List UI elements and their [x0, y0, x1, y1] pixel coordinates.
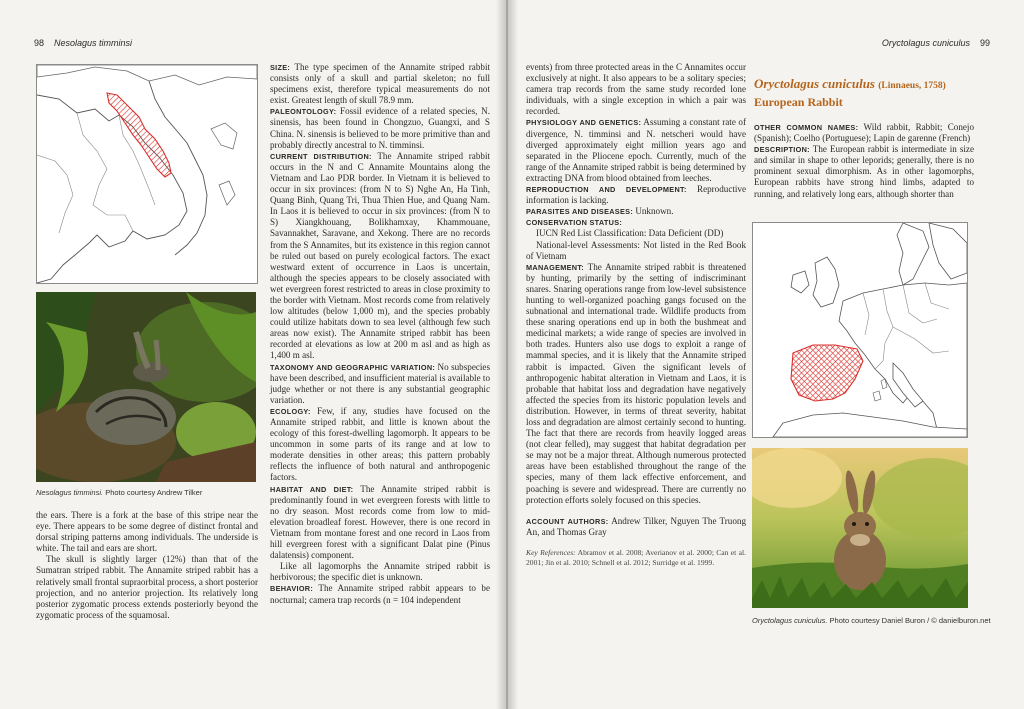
- account-authors: ACCOUNT AUTHORS: Andrew Tilker, Nguyen The Truong An, and Thomas Gray: [526, 515, 746, 537]
- species-header: [754, 76, 988, 110]
- species-intro-text: [754, 122, 974, 200]
- right-caption-species: Oryctolagus cuniculus.: [752, 616, 828, 625]
- right-column-text: [526, 62, 746, 567]
- species-scientific-name: Oryctolagus cuniculus: [754, 76, 875, 91]
- section-paragraph: OTHER COMMON NAMES: Wild rabbit, Rabbit; Conejo (Spanish); Coelho (Portuguese); Lapin de garenne (French): [754, 122, 975, 144]
- section-paragraph: DESCRIPTION: The European rabbit is intermediate in size and similar in shape to other leporids; generally, there is no prominent sexual dimorphism. As in other lagomorphs, European rabbits have strong hind limbs, adapted to running, and relatively long ears, although shorter than: [754, 144, 974, 199]
- section-label: CURRENT DISTRIBUTION:: [270, 151, 372, 161]
- right-running-title: Oryctolagus cuniculus: [881, 38, 970, 48]
- section-paragraph: events) from three protected areas in the C Annamites occur exclusively at night. It also appears to be a solitary species; camera trap records from the same study recorded lone individuals, with a single exception in which a pair was recorded.: [526, 62, 746, 117]
- section-label: PALEONTOLOGY:: [270, 107, 337, 117]
- section-label: REPRODUCTION AND DEVELOPMENT:: [526, 185, 687, 195]
- left-bottom-paragraph-2: The skull is slightly larger (12%) than that of the Sumatran striped rabbit. The Annamite striped rabbit has a relatively small frontal supraorbital process, a short posterior projection, and no anterior projection. Its relatively long posterior zygomatic process extends posteriorly beyond the zygomatic process of the squamosal.: [36, 554, 258, 620]
- section-paragraph: PALEONTOLOGY: Fossil evidence of a related species, N. sinensis, has been found in Chongzuo, Guangxi, and S China. N. sinensis is believed to be more primitive than and probably directly ancestral to N. timminsi.: [270, 106, 490, 150]
- left-running-head: [34, 38, 132, 48]
- section-paragraph: ECOLOGY: Few, if any, studies have focused on the Annamite striped rabbit, and little is known about the ecology of this forest-dwelling lagomorph. It appears to be uncommon in some parts of its range and at low to moderate densities in other areas; this pattern probably reflects the influence of both natural and anthropogenic factors.: [270, 405, 490, 483]
- section-paragraph: SIZE: The type specimen of the Annamite striped rabbit consists only of a skull and partial skeleton; no full specimens exist, therefore typical measurements do not exist. Greatest length of skull 78.9 mm.: [270, 62, 490, 106]
- section-label: PARASITES AND DISEASES:: [526, 207, 634, 217]
- range-map-european-rabbit: [752, 222, 968, 438]
- section-label: OTHER COMMON NAMES:: [754, 123, 859, 132]
- left-bottom-text: [36, 510, 258, 621]
- left-caption-credit: Photo courtesy Andrew Tilker: [105, 488, 203, 497]
- left-running-title: Nesolagus timminsi: [54, 38, 133, 48]
- range-map-annamite: [36, 64, 258, 284]
- left-page-number: 98: [34, 38, 45, 48]
- section-paragraph: BEHAVIOR: The Annamite striped rabbit appears to be nocturnal; camera trap records (n = 104 independent: [270, 583, 490, 605]
- map-svg: [37, 65, 257, 283]
- conservation-line: National-level Assessments: Not listed in the Red Book of Vietnam: [526, 239, 746, 261]
- photo-european-rabbit: [752, 448, 968, 608]
- left-photo-caption: [36, 488, 202, 497]
- key-references: Key References: Abramov et al. 2008; Averianov et al. 2000; Can et al. 2001; Jin et al. 2010; Schnell et al. 2012; Surridge et al. 1999.: [526, 547, 746, 567]
- section-paragraph: HABITAT AND DIET: The Annamite striped rabbit is predominantly found in wet evergreen forests with little to no dry season. Most records come from low to mid-elevation broadleaf forest. However, there is one record in Vietnam from montane forest and one record in Laos from hill evergreen forest with a significant Dalat pine (Pinus dalatensis) component.: [270, 483, 490, 561]
- section-paragraph: CURRENT DISTRIBUTION: The Annamite striped rabbit occurs in the N and C Annamite Mountains along the Vietnam and Lao PDR border. In Vietnam it is believed to occur in six provinces: (from N to S) Nghe An, Ha Tinh, Quang Binh, Quang Tri, Thua Thien Hue, and Quang Nam. In Laos it is believed to occur in six provinces: (from N to S) Xiangkhouang, Bolikhamxay, Khammouane, Savannakhet, Saravane, and Xekong. There are no records from the S Annamites, but its existence in this region cannot be ruled out based on purely ecological factors. The exact westward extent of occurrence in Laos is uncertain, although the species appears to be closely associated with wet evergreen forest restricted to areas in close proximity to the border with Vietnam. Most records come from relatively low altitudes (below 1,000 m), and the species probably could utilize habitats down to sea level (although few such areas now exist). The Annamite striped rabbit has been recorded at elevations as low at 200 m asl and as high as 1,400 m asl.: [270, 150, 490, 361]
- left-caption-species: Nesolagus timminsi.: [36, 488, 104, 497]
- section-paragraph: TAXONOMY AND GEOGRAPHIC VARIATION: No subspecies have been described, and insufficient material is available to judge whether or not there is any substantial geographic variation.: [270, 361, 490, 405]
- section-paragraph: [526, 217, 746, 228]
- section-label: CONSERVATION STATUS:: [526, 218, 623, 228]
- left-page: [0, 0, 506, 709]
- section-paragraph: PARASITES AND DISEASES: Unknown.: [526, 206, 674, 217]
- species-author: (Linnaeus, 1758): [878, 81, 946, 91]
- section-label: HABITAT AND DIET:: [270, 484, 354, 494]
- right-photo-caption: [752, 616, 991, 625]
- left-bottom-paragraph-1: the ears. There is a fork at the base of this stripe near the eye. There appears to be some degree of distinct frontal and dorsal striping patterns among individuals. The underside is white. The tail and ears are short.: [36, 510, 258, 554]
- book-gutter: [496, 0, 518, 709]
- left-column-text: [270, 62, 490, 606]
- section-paragraph: MANAGEMENT: The Annamite striped rabbit is threatened by hunting, primarily by the setting of indiscriminant snares. Snaring operations range from low-level subsistence hunting to well-organized poaching gangs focused on the subnational and international trade. Wildlife products from these snaring operations end up in both the bushmeat and medicinal markets; a wide range of species are involved in both trades. Hunters also use dogs to exploit a range of mammal species, and it is likely that the Annamite striped rabbit is impacted. Given the significant levels of anthropogenic habitat alteration in Vietnam and Laos, it is probable that habitat loss and degradation have negatively affected the species from its historic population levels and distribution. However, in terms of threat severity, habitat loss and degradation are almost certainly second to hunting. The fact that there are records from heavily logged areas (not clear felled), may suggest that habitat degradation per se may not be a major threat. Although numerous protected areas have been established throughout the range of the species, many of them lack effective enforcement, and poaching is severe and widespread. There are currently no protection efforts solely focused on this species.: [526, 261, 746, 505]
- right-running-head: [882, 38, 990, 48]
- section-label: MANAGEMENT:: [526, 262, 585, 272]
- section-paragraph: REPRODUCTION AND DEVELOPMENT: Reproductive information is lacking.: [526, 184, 746, 206]
- section-label: TAXONOMY AND GEOGRAPHIC VARIATION:: [270, 362, 436, 372]
- section-label: ACCOUNT AUTHORS:: [526, 516, 609, 526]
- section-label: ECOLOGY:: [270, 406, 311, 416]
- section-paragraph: Like all lagomorphs the Annamite striped rabbit is herbivorous; the specific diet is unknown.: [270, 561, 490, 583]
- section-label: DESCRIPTION:: [754, 145, 810, 155]
- right-page: [508, 0, 1024, 709]
- species-title: [754, 76, 988, 94]
- section-label: BEHAVIOR:: [270, 584, 314, 594]
- section-label: PHYSIOLOGY AND GENETICS:: [526, 118, 642, 128]
- right-caption-credit: Photo courtesy Daniel Buron / © danielburon.net: [829, 616, 991, 625]
- right-page-number: 99: [979, 38, 990, 48]
- photo-annamite-striped-rabbit: [36, 292, 256, 482]
- conservation-line: IUCN Red List Classification: Data Deficient (DD): [536, 228, 724, 239]
- section-label: SIZE:: [270, 63, 291, 72]
- section-paragraph: PHYSIOLOGY AND GENETICS: Assuming a constant rate of divergence, N. timminsi and N. netscheri would have diverged approximately eight million years ago and separated in the Pliocene epoch. Currently, much of the range of the Annamite striped rabbit is being determined by extracting DNA from blood obtained from leeches.: [526, 117, 747, 183]
- species-common-name: European Rabbit: [754, 95, 843, 109]
- europe-map-svg: [753, 223, 967, 437]
